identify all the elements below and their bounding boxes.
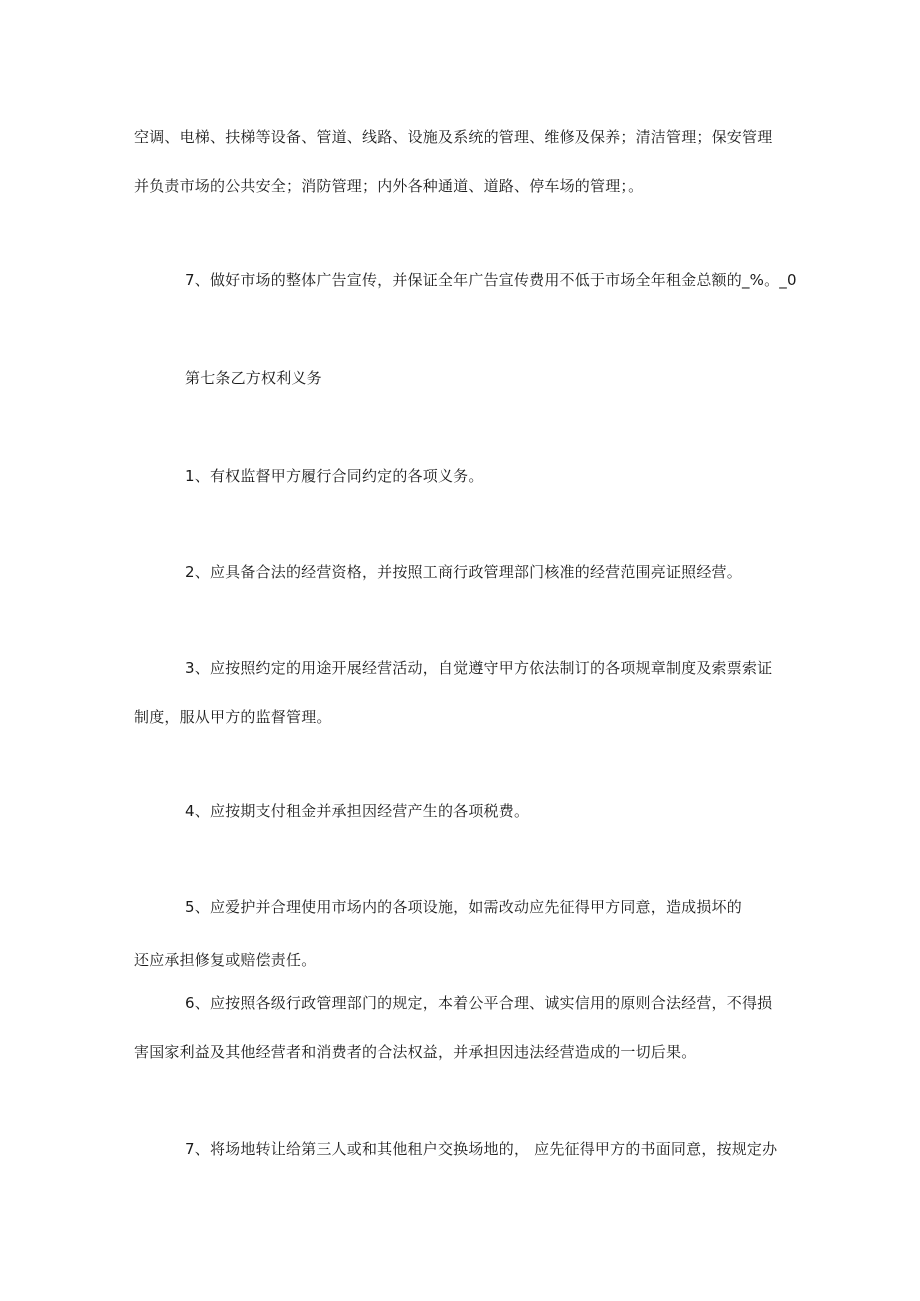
text-line: 1、有权监督甲方履行合同约定的各项义务。 xyxy=(185,467,484,485)
text-line: 制度，服从甲方的监督管理。 xyxy=(134,708,332,726)
text-line: 并负责市场的公共安全；消防管理；内外各种通道、道路、停车场的管理；。 xyxy=(134,177,644,195)
text-line: 害国家利益及其他经营者和消费者的合法权益，并承担因违法经营造成的一切后果。 xyxy=(134,1043,697,1061)
section-heading: 第七条乙方权利义务 xyxy=(185,369,322,387)
text-line: 4、应按期支付租金并承担因经营产生的各项税费。 xyxy=(185,802,530,820)
text-line: 还应承担修复或赔偿责任。 xyxy=(134,951,317,969)
text-line: 7、做好市场的整体广告宣传，并保证全年广告宣传费用不低于市场全年租金总额的_%。_0 xyxy=(185,271,797,289)
text-line: 6、应按照各级行政管理部门的规定，本着公平合理、诚实信用的原则合法经营，不得损 xyxy=(185,994,773,1012)
text-line: 2、应具备合法的经营资格，并按照工商行政管理部门核准的经营范围亮证照经营。 xyxy=(185,563,742,581)
text-line: 空调、电梯、扶梯等设备、管道、线路、设施及系统的管理、维修及保养；清洁管理；保安管理 xyxy=(134,128,773,146)
text-line: 5、应爱护并合理使用市场内的各项设施，如需改动应先征得甲方同意，造成损坏的 xyxy=(185,898,742,916)
text-line: 7、将场地转让给第三人或和其他租户交换场地的， 应先征得甲方的书面同意，按规定办 xyxy=(185,1140,778,1158)
text-line: 3、应按照约定的用途开展经营活动，自觉遵守甲方依法制订的各项规章制度及索票索证 xyxy=(185,659,773,677)
